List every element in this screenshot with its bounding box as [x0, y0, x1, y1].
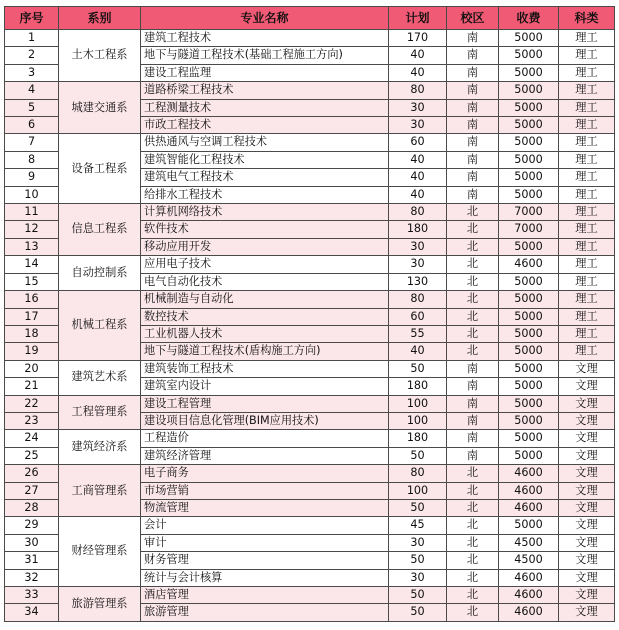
cell-seq: 14 [5, 256, 59, 273]
cell-campus: 北 [447, 221, 499, 238]
header-plan: 计划 [389, 7, 447, 30]
cell-seq: 24 [5, 430, 59, 447]
cell-major: 地下与隧道工程技术(盾构施工方向) [141, 343, 389, 360]
cell-major: 机械制造与自动化 [141, 291, 389, 308]
cell-seq: 8 [5, 151, 59, 168]
cell-campus: 北 [447, 343, 499, 360]
table-row [5, 82, 615, 99]
cell-category: 理工 [559, 82, 615, 99]
cell-campus: 南 [447, 30, 499, 47]
cell-campus: 南 [447, 47, 499, 64]
table-row [5, 430, 615, 447]
header-row [5, 7, 615, 30]
cell-department: 土木工程系 [59, 30, 141, 82]
cell-fee: 4600 [499, 604, 559, 621]
cell-campus: 北 [447, 238, 499, 255]
cell-seq: 3 [5, 64, 59, 81]
cell-category: 文理 [559, 499, 615, 516]
cell-category: 理工 [559, 64, 615, 81]
cell-fee: 5000 [499, 64, 559, 81]
cell-seq: 31 [5, 552, 59, 569]
cell-campus: 北 [447, 604, 499, 621]
cell-seq: 28 [5, 499, 59, 516]
table-row [5, 360, 615, 377]
cell-category: 理工 [559, 325, 615, 342]
cell-fee: 7000 [499, 221, 559, 238]
cell-major: 应用电子技术 [141, 256, 389, 273]
cell-campus: 北 [447, 204, 499, 221]
cell-department: 旅游管理系 [59, 587, 141, 622]
cell-major: 建设工程管理 [141, 395, 389, 412]
cell-category: 文理 [559, 534, 615, 551]
cell-major: 统计与会计核算 [141, 569, 389, 586]
cell-seq: 20 [5, 360, 59, 377]
cell-campus: 南 [447, 82, 499, 99]
cell-fee: 5000 [499, 134, 559, 151]
cell-category: 理工 [559, 134, 615, 151]
cell-plan: 100 [389, 395, 447, 412]
cell-major: 数控技术 [141, 308, 389, 325]
cell-major: 工业机器人技术 [141, 325, 389, 342]
cell-department: 机械工程系 [59, 291, 141, 361]
table-row [5, 465, 615, 482]
cell-major: 建筑工程技术 [141, 30, 389, 47]
cell-category: 文理 [559, 604, 615, 621]
cell-major: 电子商务 [141, 465, 389, 482]
cell-major: 市场营销 [141, 482, 389, 499]
cell-plan: 180 [389, 430, 447, 447]
cell-seq: 4 [5, 82, 59, 99]
cell-category: 理工 [559, 343, 615, 360]
cell-plan: 180 [389, 378, 447, 395]
cell-category: 文理 [559, 430, 615, 447]
header-dept: 系别 [59, 7, 141, 30]
cell-major: 道路桥梁工程技术 [141, 82, 389, 99]
cell-campus: 北 [447, 482, 499, 499]
table-row [5, 256, 615, 273]
cell-seq: 25 [5, 447, 59, 464]
cell-department: 工商管理系 [59, 465, 141, 517]
cell-major: 建筑电气工程技术 [141, 169, 389, 186]
cell-major: 财务管理 [141, 552, 389, 569]
cell-department: 建筑艺术系 [59, 360, 141, 395]
cell-campus: 南 [447, 360, 499, 377]
cell-seq: 10 [5, 186, 59, 203]
cell-plan: 50 [389, 587, 447, 604]
cell-plan: 45 [389, 517, 447, 534]
cell-seq: 32 [5, 569, 59, 586]
cell-fee: 5000 [499, 378, 559, 395]
cell-campus: 南 [447, 430, 499, 447]
cell-plan: 80 [389, 465, 447, 482]
cell-seq: 29 [5, 517, 59, 534]
cell-fee: 5000 [499, 412, 559, 429]
cell-fee: 4600 [499, 587, 559, 604]
header-fee: 收费 [499, 7, 559, 30]
cell-plan: 30 [389, 238, 447, 255]
cell-fee: 4600 [499, 569, 559, 586]
cell-plan: 100 [389, 412, 447, 429]
cell-plan: 40 [389, 343, 447, 360]
cell-fee: 4500 [499, 534, 559, 551]
table-row [5, 204, 615, 221]
cell-plan: 30 [389, 117, 447, 134]
cell-major: 供热通风与空调工程技术 [141, 134, 389, 151]
cell-campus: 南 [447, 64, 499, 81]
cell-plan: 30 [389, 569, 447, 586]
cell-fee: 5000 [499, 186, 559, 203]
cell-campus: 南 [447, 134, 499, 151]
cell-plan: 170 [389, 30, 447, 47]
cell-category: 文理 [559, 569, 615, 586]
cell-campus: 南 [447, 412, 499, 429]
cell-fee: 5000 [499, 395, 559, 412]
cell-fee: 5000 [499, 238, 559, 255]
cell-department: 建筑经济系 [59, 430, 141, 465]
cell-category: 理工 [559, 186, 615, 203]
cell-category: 文理 [559, 447, 615, 464]
cell-plan: 100 [389, 482, 447, 499]
cell-category: 理工 [559, 117, 615, 134]
table-row [5, 587, 615, 604]
cell-department: 财经管理系 [59, 517, 141, 587]
cell-seq: 15 [5, 273, 59, 290]
cell-campus: 南 [447, 378, 499, 395]
cell-plan: 130 [389, 273, 447, 290]
table-row [5, 395, 615, 412]
cell-major: 工程测量技术 [141, 99, 389, 116]
cell-major: 会计 [141, 517, 389, 534]
cell-seq: 12 [5, 221, 59, 238]
cell-seq: 34 [5, 604, 59, 621]
cell-plan: 55 [389, 325, 447, 342]
cell-plan: 30 [389, 534, 447, 551]
cell-major: 计算机网络技术 [141, 204, 389, 221]
cell-plan: 50 [389, 360, 447, 377]
cell-category: 文理 [559, 395, 615, 412]
cell-fee: 5000 [499, 47, 559, 64]
cell-campus: 北 [447, 587, 499, 604]
cell-fee: 5000 [499, 273, 559, 290]
cell-plan: 50 [389, 604, 447, 621]
cell-major: 物流管理 [141, 499, 389, 516]
cell-seq: 27 [5, 482, 59, 499]
cell-campus: 南 [447, 169, 499, 186]
cell-fee: 5000 [499, 82, 559, 99]
cell-fee: 5000 [499, 291, 559, 308]
cell-major: 建筑室内设计 [141, 378, 389, 395]
cell-fee: 5000 [499, 430, 559, 447]
cell-plan: 40 [389, 186, 447, 203]
cell-plan: 30 [389, 256, 447, 273]
cell-seq: 21 [5, 378, 59, 395]
cell-campus: 北 [447, 291, 499, 308]
cell-major: 工程造价 [141, 430, 389, 447]
cell-department: 信息工程系 [59, 204, 141, 256]
cell-category: 理工 [559, 221, 615, 238]
cell-category: 文理 [559, 378, 615, 395]
cell-fee: 5000 [499, 99, 559, 116]
cell-category: 文理 [559, 587, 615, 604]
cell-major: 电气自动化技术 [141, 273, 389, 290]
cell-major: 建筑经济管理 [141, 447, 389, 464]
cell-major: 给排水工程技术 [141, 186, 389, 203]
cell-category: 理工 [559, 291, 615, 308]
table-body [5, 30, 615, 622]
cell-category: 文理 [559, 552, 615, 569]
cell-major: 建设项目信息化管理(BIM应用技术) [141, 412, 389, 429]
enrollment-plan-table [4, 6, 615, 622]
cell-campus: 北 [447, 465, 499, 482]
cell-fee: 5000 [499, 517, 559, 534]
cell-campus: 北 [447, 569, 499, 586]
cell-campus: 南 [447, 395, 499, 412]
cell-fee: 5000 [499, 343, 559, 360]
cell-campus: 南 [447, 447, 499, 464]
cell-category: 文理 [559, 465, 615, 482]
cell-fee: 5000 [499, 30, 559, 47]
cell-department: 设备工程系 [59, 134, 141, 204]
table-row [5, 134, 615, 151]
cell-plan: 40 [389, 169, 447, 186]
cell-plan: 180 [389, 221, 447, 238]
cell-category: 理工 [559, 256, 615, 273]
cell-fee: 5000 [499, 117, 559, 134]
header-category: 科类 [559, 7, 615, 30]
cell-campus: 南 [447, 186, 499, 203]
cell-campus: 北 [447, 273, 499, 290]
table-row [5, 30, 615, 47]
cell-category: 理工 [559, 30, 615, 47]
cell-fee: 5000 [499, 447, 559, 464]
header-campus: 校区 [447, 7, 499, 30]
cell-campus: 北 [447, 499, 499, 516]
cell-campus: 北 [447, 517, 499, 534]
cell-major: 软件技术 [141, 221, 389, 238]
cell-seq: 2 [5, 47, 59, 64]
cell-plan: 60 [389, 308, 447, 325]
cell-seq: 16 [5, 291, 59, 308]
cell-category: 理工 [559, 238, 615, 255]
cell-major: 地下与隧道工程技术(基础工程施工方向) [141, 47, 389, 64]
cell-seq: 7 [5, 134, 59, 151]
cell-seq: 13 [5, 238, 59, 255]
cell-major: 市政工程技术 [141, 117, 389, 134]
cell-campus: 北 [447, 552, 499, 569]
cell-seq: 6 [5, 117, 59, 134]
cell-plan: 30 [389, 99, 447, 116]
cell-category: 理工 [559, 151, 615, 168]
cell-fee: 5000 [499, 360, 559, 377]
cell-fee: 5000 [499, 325, 559, 342]
cell-category: 文理 [559, 412, 615, 429]
cell-fee: 5000 [499, 169, 559, 186]
cell-seq: 33 [5, 587, 59, 604]
cell-campus: 北 [447, 534, 499, 551]
cell-campus: 北 [447, 256, 499, 273]
cell-plan: 60 [389, 134, 447, 151]
cell-plan: 40 [389, 47, 447, 64]
table-row [5, 291, 615, 308]
cell-seq: 1 [5, 30, 59, 47]
cell-seq: 23 [5, 412, 59, 429]
cell-campus: 南 [447, 99, 499, 116]
cell-plan: 80 [389, 204, 447, 221]
cell-fee: 4600 [499, 465, 559, 482]
cell-category: 文理 [559, 517, 615, 534]
cell-campus: 南 [447, 151, 499, 168]
cell-fee: 4500 [499, 552, 559, 569]
cell-seq: 19 [5, 343, 59, 360]
cell-major: 酒店管理 [141, 587, 389, 604]
cell-category: 理工 [559, 308, 615, 325]
cell-department: 工程管理系 [59, 395, 141, 430]
cell-campus: 北 [447, 308, 499, 325]
cell-category: 理工 [559, 47, 615, 64]
cell-plan: 50 [389, 447, 447, 464]
cell-category: 理工 [559, 169, 615, 186]
cell-seq: 17 [5, 308, 59, 325]
cell-seq: 9 [5, 169, 59, 186]
cell-plan: 40 [389, 64, 447, 81]
cell-seq: 11 [5, 204, 59, 221]
cell-category: 文理 [559, 360, 615, 377]
cell-plan: 50 [389, 552, 447, 569]
cell-category: 理工 [559, 273, 615, 290]
cell-major: 移动应用开发 [141, 238, 389, 255]
cell-fee: 4600 [499, 256, 559, 273]
cell-fee: 4600 [499, 482, 559, 499]
cell-department: 城建交通系 [59, 82, 141, 134]
cell-seq: 5 [5, 99, 59, 116]
header-major: 专业名称 [141, 7, 389, 30]
cell-seq: 18 [5, 325, 59, 342]
cell-fee: 5000 [499, 151, 559, 168]
cell-seq: 22 [5, 395, 59, 412]
header-seq: 序号 [5, 7, 59, 30]
cell-category: 理工 [559, 204, 615, 221]
cell-campus: 南 [447, 117, 499, 134]
cell-major: 旅游管理 [141, 604, 389, 621]
cell-plan: 50 [389, 499, 447, 516]
cell-fee: 4600 [499, 499, 559, 516]
cell-category: 理工 [559, 99, 615, 116]
cell-seq: 26 [5, 465, 59, 482]
cell-major: 审计 [141, 534, 389, 551]
cell-fee: 7000 [499, 204, 559, 221]
cell-category: 文理 [559, 482, 615, 499]
cell-seq: 30 [5, 534, 59, 551]
cell-fee: 5000 [499, 308, 559, 325]
cell-major: 建设工程监理 [141, 64, 389, 81]
cell-department: 自动控制系 [59, 256, 141, 291]
cell-major: 建筑装饰工程技术 [141, 360, 389, 377]
cell-plan: 80 [389, 82, 447, 99]
cell-plan: 40 [389, 151, 447, 168]
cell-plan: 80 [389, 291, 447, 308]
enrollment-plan-table-container [4, 6, 614, 622]
cell-major: 建筑智能化工程技术 [141, 151, 389, 168]
table-row [5, 517, 615, 534]
cell-campus: 北 [447, 325, 499, 342]
